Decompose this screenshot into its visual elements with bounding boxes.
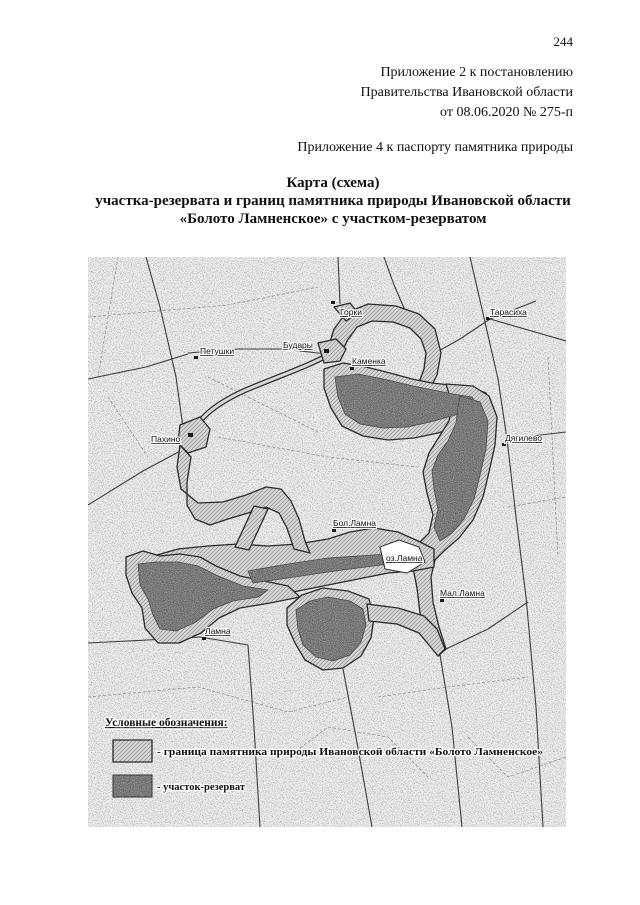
settlement-symbol [486, 317, 490, 320]
place-label-mal-lamna: Мал.Ламна [440, 588, 485, 598]
appendix-line-2: Правительства Ивановской области [360, 85, 573, 100]
settlement-symbol [502, 443, 506, 446]
legend-title: Условные обозначения: [105, 717, 228, 729]
place-label-petushki: Петушки [200, 346, 235, 356]
place-label-budary: Будары [283, 340, 313, 350]
title-line-1: Карта (схема) [286, 175, 380, 191]
title-line-3: «Болото Ламненское» с участком-резерватом [179, 211, 487, 227]
settlement-symbol [202, 637, 206, 640]
appendix-line-1: Приложение 2 к постановлению [380, 65, 573, 80]
place-label-tarasikha: Тарасиха [490, 307, 527, 317]
settlement-symbol [350, 367, 354, 370]
settlement-symbol [188, 433, 193, 437]
place-label-oz-lamna: оз.Ламна [386, 553, 423, 563]
legend-reserve-label: - участок-резерват [157, 782, 246, 793]
place-label-bol-lamna: Бол.Ламна [333, 518, 377, 528]
legend-boundary-swatch [113, 740, 152, 762]
place-label-pakhino: Пахино [151, 434, 181, 444]
place-label-kamenka: Каменка [352, 356, 386, 366]
settlement-symbol [440, 599, 444, 602]
place-label-lamna: Ламна [205, 626, 231, 636]
settlement-symbol [194, 356, 198, 359]
place-label-gorki: Горки [340, 307, 362, 317]
appendix-line-3: от 08.06.2020 № 275-п [440, 105, 573, 120]
settlement-symbol [332, 529, 336, 532]
settlement-symbol [324, 349, 329, 353]
place-label-dyagilevo: Дягилево [505, 433, 543, 443]
legend-boundary-label: - граница памятника природы Ивановской области «Болото Ламненское» [157, 747, 543, 758]
settlement-symbol [331, 301, 335, 304]
map-scheme [88, 257, 566, 827]
passport-appendix: Приложение 4 к паспорту памятника природы [297, 140, 573, 155]
title-line-2: участка-резервата и границ памятника природы Ивановской области [95, 193, 571, 209]
page-number: 244 [553, 34, 573, 49]
